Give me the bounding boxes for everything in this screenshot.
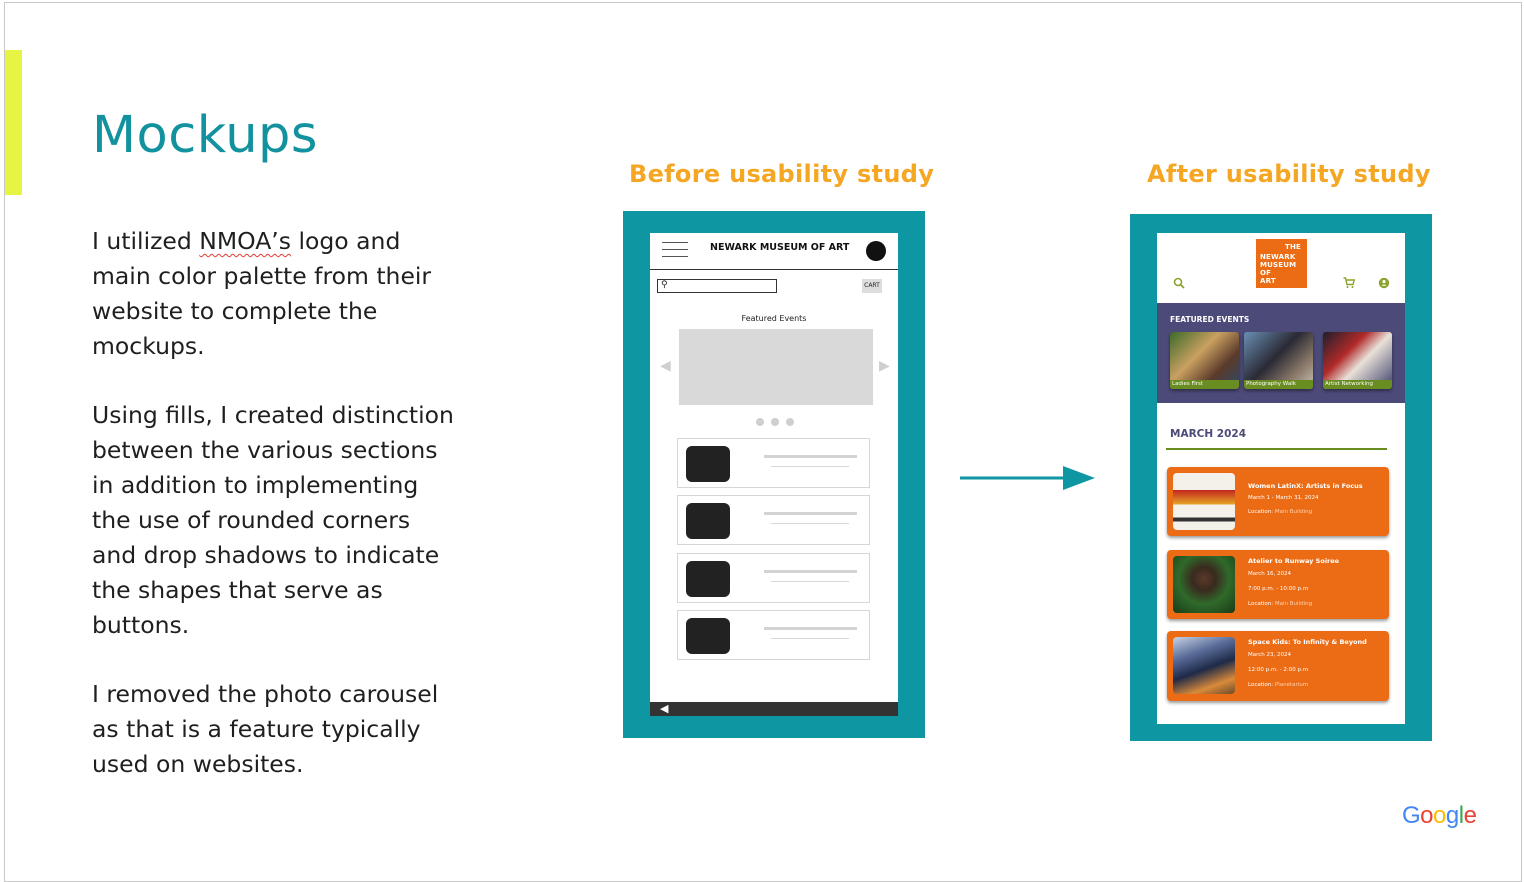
- before-screen: [650, 233, 898, 716]
- transition-arrow: [958, 462, 1098, 494]
- search-icon: ⚲: [661, 280, 668, 290]
- featured-event-tile[interactable]: Artist Networking: [1323, 332, 1392, 389]
- avatar[interactable]: [866, 241, 886, 261]
- event-image: [1173, 473, 1235, 530]
- text-line: the shapes that serve as: [92, 576, 383, 604]
- carousel-placeholder: [679, 329, 873, 405]
- list-item[interactable]: [677, 438, 870, 488]
- event-card[interactable]: Women LatinX: Artists in Focus March 1 - March 31, 2024 Location: Main Building: [1167, 467, 1389, 536]
- event-card[interactable]: Space Kids: To Infinity & Beyond March 23, 2024 12:00 p.m. - 2:00 p.m Location: Planetarium: [1167, 631, 1389, 701]
- account-icon[interactable]: [1378, 277, 1390, 289]
- after-mockup: [1130, 214, 1432, 741]
- text-line: mockups.: [92, 332, 205, 360]
- text-line: the use of rounded corners: [92, 506, 411, 534]
- chevron-left-icon[interactable]: ◀: [660, 358, 671, 374]
- event-card[interactable]: Atelier to Runway Soiree March 16, 2024 7:00 p.m. - 10:00 p.m Location: Main Building: [1167, 550, 1389, 619]
- before-header-title: NEWARK MUSEUM OF ART: [710, 242, 850, 253]
- text-line: main color palette from their: [92, 262, 432, 290]
- text-line: and drop shadows to indicate: [92, 541, 440, 569]
- before-label: Before usability study: [629, 160, 935, 188]
- featured-event-tile[interactable]: Ladies First: [1170, 332, 1239, 389]
- carousel-dots: [756, 411, 801, 430]
- bottom-nav-bar: [650, 702, 898, 716]
- museum-logo[interactable]: THE NEWARK MUSEUM OF ART: [1256, 239, 1307, 288]
- text-line: I removed the photo carousel: [92, 680, 439, 708]
- text-line: website to complete the: [92, 297, 378, 325]
- month-divider: [1166, 448, 1387, 450]
- before-header: [650, 233, 898, 270]
- slide-title: Mockups: [92, 106, 318, 165]
- search-input[interactable]: [657, 279, 777, 293]
- text-line: as that is a feature typically: [92, 715, 421, 743]
- misspelled-word: NMOA’s: [199, 227, 292, 255]
- cart-button[interactable]: CART: [862, 279, 882, 293]
- text-line: between the various sections: [92, 436, 438, 464]
- featured-events-label: FEATURED EVENTS: [1170, 315, 1250, 324]
- chevron-right-icon[interactable]: ▶: [879, 358, 890, 374]
- text-line: used on websites.: [92, 750, 304, 778]
- list-item[interactable]: [677, 553, 870, 603]
- event-image: [1173, 637, 1235, 694]
- text-line: logo and: [291, 227, 401, 255]
- after-screen: [1157, 233, 1405, 724]
- paragraph-2: [92, 398, 492, 643]
- event-image: [1173, 556, 1235, 613]
- text-line: Using fills, I created distinction: [92, 401, 454, 429]
- cart-icon[interactable]: [1343, 277, 1355, 289]
- featured-event-tile[interactable]: Photography Walk: [1244, 332, 1313, 389]
- text-line: buttons.: [92, 611, 190, 639]
- paragraph-3: [92, 677, 492, 782]
- before-mockup: [623, 211, 925, 738]
- featured-events-section: [1157, 303, 1405, 403]
- list-item[interactable]: [677, 495, 870, 545]
- text-line: I utilized: [92, 227, 200, 255]
- back-icon[interactable]: ◀: [660, 702, 669, 715]
- list-item[interactable]: [677, 610, 870, 660]
- after-label: After usability study: [1147, 160, 1431, 188]
- text-line: in addition to implementing: [92, 471, 419, 499]
- accent-bar: [5, 50, 22, 195]
- menu-icon[interactable]: [662, 242, 688, 263]
- month-heading: MARCH 2024: [1170, 428, 1247, 440]
- google-logo: Google: [1402, 802, 1477, 829]
- search-icon[interactable]: [1173, 277, 1185, 289]
- paragraph-1: [92, 224, 492, 364]
- featured-heading: Featured Events: [741, 314, 807, 323]
